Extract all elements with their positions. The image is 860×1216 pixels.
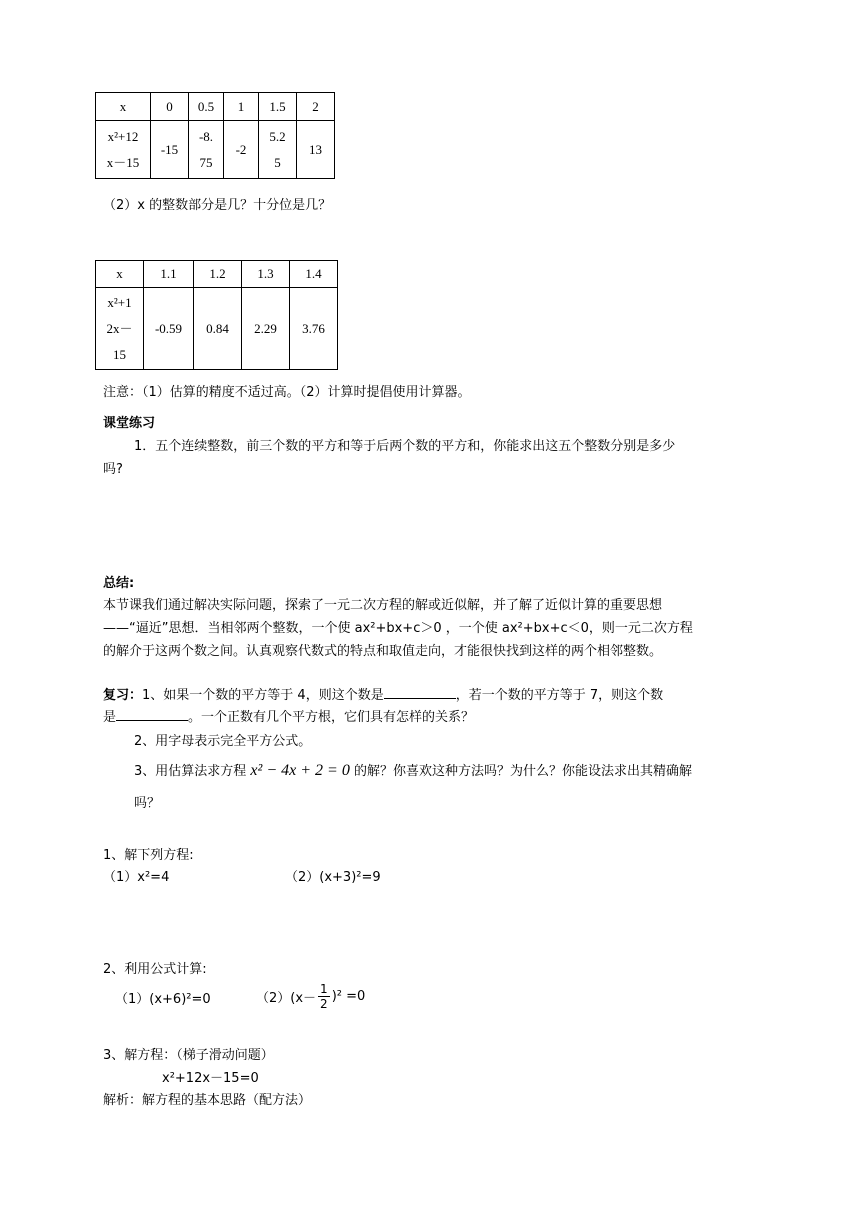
exercise-2-b-post: )² =0 [331, 988, 366, 1004]
table1-cell [259, 121, 297, 179]
table1-value: -15 [160, 141, 179, 157]
exercise-1-b: （2）(x+3)²=9 [285, 870, 381, 885]
review-item-3 [134, 760, 692, 780]
table1-value: 13 [309, 141, 322, 157]
table1-value: -2 [235, 141, 247, 157]
table2-label-line: 15 [113, 346, 126, 362]
table1-cell [189, 121, 224, 179]
exercise-2-a: （1）(x+6)²=0 [115, 992, 211, 1007]
exercise-3-title: 3、解方程：（梯子滑动问题） [103, 1048, 274, 1063]
answer-blank[interactable] [116, 706, 188, 721]
table1-header-0.5: 0.5 [189, 93, 224, 121]
practice-item-1-line1: 1．五个连续整数，前三个数的平方和等于后两个数的平方和，你能求出这五个整数分别是多少 [134, 439, 676, 454]
review-line-1 [103, 684, 663, 703]
table1-value: 5.2 [269, 128, 286, 144]
fraction-denominator: 2 [320, 996, 328, 1011]
table2-header-1.4: 1.4 [290, 261, 338, 288]
table1-cell [297, 121, 335, 179]
table2-cell: 3.76 [290, 288, 338, 370]
table2-header-x: x [96, 261, 144, 288]
summary-heading: 总结: [103, 576, 135, 591]
table1-header-x: x [96, 93, 151, 121]
table2-header-1.2: 1.2 [194, 261, 242, 288]
table1-header-0: 0 [151, 93, 189, 121]
exercise-3-equation: x²+12x－15=0 [162, 1071, 259, 1086]
table2-label-line: 2x－ [106, 320, 133, 336]
table2-header-1.1: 1.1 [144, 261, 194, 288]
table1-header-2: 2 [297, 93, 335, 121]
summary-line-3: 的解介于这两个数之间。认真观察代数式的特点和取值走向，才能很快找到这样的两个相邻整数。 [103, 644, 663, 659]
answer-blank[interactable] [384, 684, 456, 699]
table2-label-line: x²+1 [107, 294, 132, 310]
table1-value: 75 [199, 154, 213, 170]
review-item-3-cont: 吗？ [134, 796, 161, 811]
table1-label-line: x²+12 [107, 128, 139, 144]
equation: x² − 4x + 2 = 0 [250, 762, 350, 779]
review-line-2 [103, 706, 474, 725]
table1-header-1: 1 [224, 93, 259, 121]
exercise-3-analysis: 解析：解方程的基本思路（配方法） [103, 1093, 312, 1108]
table1-cell [224, 121, 259, 179]
table1-value: -8. [198, 128, 214, 144]
table2-row-label [96, 288, 144, 370]
exercise-2-title: 2、利用公式计算: [103, 962, 207, 977]
fraction-numerator: 1 [320, 981, 328, 996]
table2-cell: 0.84 [194, 288, 242, 370]
exercise-2-b-pre: （2）(x－ [256, 990, 317, 1006]
review-text: 。一个正数有几个平方根，它们具有怎样的关系？ [188, 710, 475, 725]
review-text: 是 [103, 710, 117, 725]
table-values-1 [95, 92, 335, 179]
table1-header-1.5: 1.5 [259, 93, 297, 121]
table1-value: 5 [274, 154, 281, 170]
exercise-2-b [256, 978, 365, 1014]
exercise-1-title: 1、解下列方程: [103, 848, 194, 863]
table2-header-1.3: 1.3 [242, 261, 290, 288]
table2-cell: 2.29 [242, 288, 290, 370]
table1-cell [151, 121, 189, 179]
note-text: 注意：（1）估算的精度不适过高。（2）计算时提倡使用计算器。 [103, 385, 471, 400]
fraction-one-half [318, 982, 330, 1011]
exercise-1-a: （1）x²=4 [103, 870, 170, 885]
practice-heading: 课堂练习 [103, 416, 156, 431]
summary-line-1: 本节课我们通过解决实际问题，探索了一元二次方程的解或近似解，并了解了近似计算的重要思想 [103, 598, 663, 613]
summary-line-2: ——“逼近”思想．当相邻两个整数，一个使 ax²+bx+c＞0 ，一个使 ax²+bx+c＜0，则一元二次方程 [103, 621, 693, 636]
table1-label-line: x－15 [106, 154, 140, 170]
table-values-2 [95, 260, 338, 370]
review-heading: 复习： [103, 688, 143, 703]
review-item-2: 2、用字母表示完全平方公式。 [134, 734, 312, 749]
review-text: 1、如果一个数的平方等于 4，则这个数是 [142, 688, 384, 703]
table1-row-label [96, 121, 151, 179]
review-text: 的解？你喜欢这种方法吗？为什么？你能设法求出其精确解 [353, 764, 692, 779]
review-text: ，若一个数的平方等于 7，则这个数 [455, 688, 664, 703]
question-2: （2）x 的整数部分是几？十分位是几？ [103, 198, 332, 213]
practice-item-1-line2: 吗? [103, 462, 123, 477]
review-text: 3、用估算法求方程 [134, 764, 247, 779]
table2-cell: -0.59 [144, 288, 194, 370]
